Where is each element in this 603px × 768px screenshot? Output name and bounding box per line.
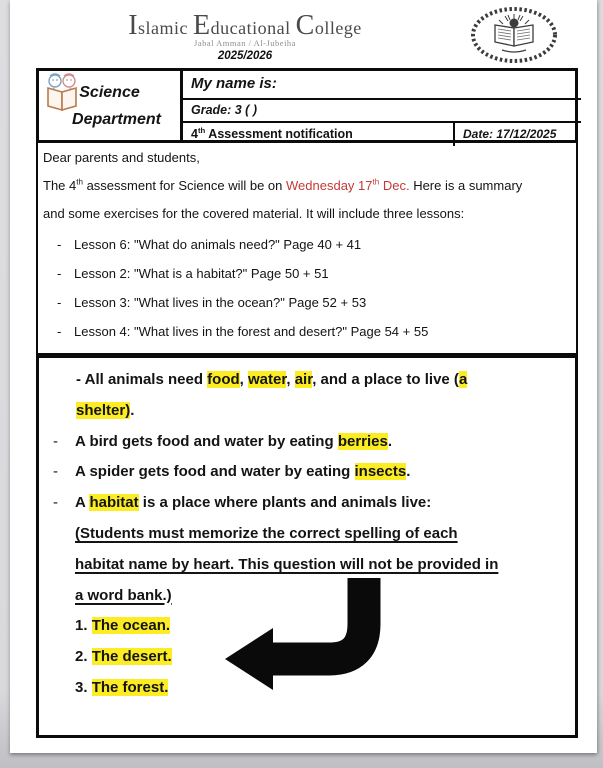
bullet-dash: - [53, 494, 58, 512]
text-segment: . [406, 463, 411, 481]
summary-line [39, 427, 575, 458]
text-segment: 1. [75, 617, 92, 635]
text-segment: air [294, 371, 313, 388]
text-segment: Wednesday 17 [286, 178, 373, 193]
intro-line-2: and some exercises for the covered material. It will include three lessons: [43, 206, 465, 221]
lesson-item [38, 259, 576, 288]
title-text: ducational [210, 18, 296, 38]
summary-line-text [75, 617, 170, 634]
department-line2: Department [72, 111, 161, 128]
title-capital: I [128, 10, 139, 41]
text-segment: shelter) [76, 401, 131, 419]
bullet-dash: - [53, 463, 58, 481]
title-text: ollege [314, 18, 362, 38]
text-segment: 3. [75, 678, 92, 696]
text-segment: 2. [75, 648, 92, 666]
text-segment: (Students must memorize the correct spelling of each [75, 524, 458, 542]
summary-line-text [76, 402, 134, 419]
text-segment: insects [354, 463, 407, 481]
title-capital: E [193, 10, 211, 41]
text-segment: berries [337, 432, 388, 450]
school-subtitle: Jabal Amman / Al-Jubeiha [194, 38, 296, 48]
summary-line [39, 396, 575, 427]
summary-line [39, 581, 575, 612]
text-segment: assessment for Science will be on [82, 178, 287, 193]
text-segment: The ocean. [91, 617, 171, 635]
text-segment: - All animals need [76, 371, 208, 388]
text-segment: The 4 [43, 178, 77, 193]
lesson-item [38, 230, 576, 259]
department-line1: Science [79, 84, 140, 101]
intro-line-1 [38, 172, 576, 199]
summary-line [39, 488, 575, 519]
text-segment: , [286, 371, 295, 388]
summary-line-text [75, 587, 172, 604]
text-segment: . [387, 432, 393, 450]
text-segment: a [458, 371, 468, 388]
info-table [36, 68, 578, 143]
title-text: slamic [138, 18, 194, 38]
text-segment: th [76, 177, 83, 187]
text-segment: . [130, 401, 135, 419]
bullet-dash: - [57, 295, 62, 310]
text-segment: The desert. [91, 648, 172, 666]
bullet-dash: - [57, 237, 62, 252]
text-segment: , [239, 371, 248, 388]
summary-line [39, 642, 575, 673]
text-segment: food [207, 371, 240, 388]
date-field: Date: 17/12/2025 [463, 127, 557, 141]
text-segment: Here is a summary [409, 178, 523, 193]
text-segment: a word bank.) [75, 586, 172, 604]
department-cell [39, 71, 183, 140]
summary-line [39, 457, 575, 488]
summary-line [39, 611, 575, 642]
text-segment: Dec. [379, 178, 410, 193]
text-segment: th [372, 177, 380, 187]
text-segment: habitat name by heart. This question will not be provided in [75, 555, 499, 573]
summary-line-text [76, 371, 467, 388]
greeting-line: Dear parents and students, [43, 150, 200, 165]
summary-line-text [75, 433, 392, 450]
text-segment: A bird gets food and water by eating [75, 432, 338, 450]
notice-box [36, 143, 578, 355]
text-segment: A spider gets food and water by eating [75, 463, 355, 481]
summary-lines [39, 365, 575, 704]
academic-year: 2025/2026 [217, 50, 273, 62]
summary-line [39, 519, 575, 550]
lesson-item [38, 317, 576, 346]
title-capital: C [295, 10, 315, 41]
summary-line [39, 673, 575, 704]
text-segment: Assessment notification [205, 127, 353, 141]
lesson-text: Lesson 6: "What do animals need?" Page 40 + 41 [74, 237, 362, 252]
text-segment: water [247, 371, 287, 388]
text-segment: habitat [89, 494, 139, 512]
summary-line [39, 365, 575, 396]
summary-line-text [75, 556, 498, 573]
summary-line-text [75, 648, 172, 665]
summary-line-text [75, 463, 410, 480]
grade-field: Grade: 3 ( ) [183, 100, 581, 123]
summary-line-text [75, 494, 431, 511]
lesson-text: Lesson 3: "What lives in the ocean?" Page 52 + 53 [74, 295, 367, 310]
document-page [10, 0, 597, 753]
summary-line [39, 550, 575, 581]
college-emblem-icon [468, 6, 560, 64]
bullet-dash: - [53, 432, 58, 450]
text-segment: The forest. [91, 678, 169, 696]
text-segment: 4 [191, 127, 198, 141]
text-segment: , and a place to live ( [312, 371, 459, 388]
bullet-dash: - [57, 266, 62, 281]
department-name [39, 79, 180, 133]
lesson-text: Lesson 2: "What is a habitat?" Page 50 + 51 [74, 266, 329, 281]
lesson-list [38, 230, 576, 346]
text-segment: is a place where plants and animals live: [138, 494, 432, 512]
name-field: My name is: [183, 71, 581, 100]
lesson-text: Lesson 4: "What lives in the forest and desert?" Page 54 + 55 [74, 324, 429, 339]
text-segment: th [197, 125, 206, 135]
summary-line-text [75, 525, 458, 542]
summary-line-text [75, 679, 168, 696]
summary-box [36, 355, 578, 738]
text-segment: A [75, 494, 90, 512]
lesson-item [38, 288, 576, 317]
bullet-dash: - [57, 324, 62, 339]
